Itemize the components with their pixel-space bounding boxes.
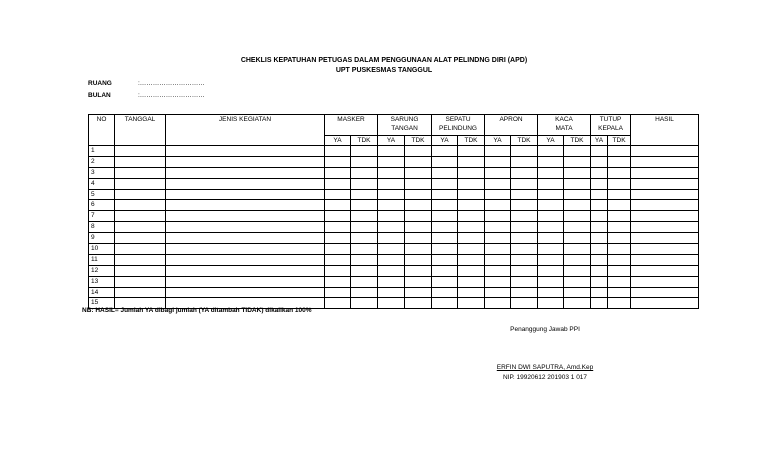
table-cell bbox=[405, 265, 432, 276]
table-cell bbox=[591, 276, 608, 287]
subheader-ya: YA bbox=[378, 136, 405, 146]
row-number: 8 bbox=[89, 222, 115, 233]
table-cell bbox=[591, 200, 608, 211]
subheader-ya: YA bbox=[325, 136, 351, 146]
subheader-ya: YA bbox=[485, 136, 511, 146]
row-number: 12 bbox=[89, 265, 115, 276]
signature-name: ERFIN DWI SAPUTRA, Amd.Kep bbox=[496, 364, 594, 371]
table-cell bbox=[591, 156, 608, 167]
table-cell bbox=[591, 244, 608, 255]
bulan-label: BULAN bbox=[88, 92, 111, 99]
table-cell bbox=[405, 244, 432, 255]
table-cell bbox=[378, 189, 405, 200]
header-sepatu-pelindung bbox=[432, 115, 485, 136]
table-cell bbox=[631, 167, 699, 178]
table-cell bbox=[485, 254, 511, 265]
header-sepatu-line2: PELINDUNG bbox=[439, 125, 477, 132]
header-hasil: HASIL bbox=[631, 115, 699, 146]
row-number: 13 bbox=[89, 276, 115, 287]
table-cell bbox=[538, 167, 564, 178]
table-cell bbox=[591, 211, 608, 222]
table-cell bbox=[564, 298, 591, 309]
table-cell bbox=[351, 254, 378, 265]
table-cell bbox=[115, 211, 166, 222]
table-cell bbox=[166, 167, 325, 178]
table-cell bbox=[458, 156, 485, 167]
table-cell bbox=[608, 200, 631, 211]
table-cell bbox=[608, 167, 631, 178]
table-row bbox=[89, 178, 699, 189]
table-cell bbox=[608, 265, 631, 276]
ruang-value: :………………………… bbox=[138, 80, 205, 87]
table-cell bbox=[351, 276, 378, 287]
table-cell bbox=[325, 298, 351, 309]
table-cell bbox=[485, 178, 511, 189]
table-cell bbox=[458, 244, 485, 255]
table-cell bbox=[511, 233, 538, 244]
header-sepatu-line1: SEPATU bbox=[445, 116, 471, 123]
table-cell bbox=[564, 254, 591, 265]
table-cell bbox=[538, 222, 564, 233]
table-cell bbox=[458, 167, 485, 178]
table-cell bbox=[538, 146, 564, 157]
table-cell bbox=[115, 167, 166, 178]
table-cell bbox=[166, 287, 325, 298]
table-cell bbox=[564, 265, 591, 276]
note-text: NB: HASIL= Jumlah YA dibagi jumlah (YA ditambah TIDAK) dikalikan 100% bbox=[82, 307, 312, 314]
header-kaca-mata bbox=[538, 115, 591, 136]
table-row bbox=[89, 276, 699, 287]
table-cell bbox=[351, 200, 378, 211]
table-cell bbox=[405, 200, 432, 211]
table-cell bbox=[511, 222, 538, 233]
table-cell bbox=[458, 298, 485, 309]
table-cell bbox=[608, 156, 631, 167]
table-cell bbox=[405, 189, 432, 200]
table-cell bbox=[166, 222, 325, 233]
table-row bbox=[89, 287, 699, 298]
table-cell bbox=[351, 189, 378, 200]
table-cell bbox=[378, 233, 405, 244]
table-cell bbox=[458, 211, 485, 222]
table-cell bbox=[405, 276, 432, 287]
table-cell bbox=[378, 146, 405, 157]
table-cell bbox=[564, 211, 591, 222]
table-cell bbox=[405, 287, 432, 298]
table-cell bbox=[405, 222, 432, 233]
table-cell bbox=[166, 146, 325, 157]
table-cell bbox=[538, 156, 564, 167]
table-cell bbox=[511, 211, 538, 222]
table-cell bbox=[325, 233, 351, 244]
subheader-ya: YA bbox=[432, 136, 458, 146]
table-cell bbox=[115, 233, 166, 244]
subheader-tdk: TDK bbox=[351, 136, 378, 146]
table-cell bbox=[432, 254, 458, 265]
header-sarung-line2: TANGAN bbox=[391, 125, 418, 132]
table-cell bbox=[591, 146, 608, 157]
table-cell bbox=[511, 244, 538, 255]
header-apron bbox=[485, 115, 538, 136]
ruang-label: RUANG bbox=[88, 80, 112, 87]
table-cell bbox=[351, 167, 378, 178]
table-cell bbox=[351, 146, 378, 157]
table-cell bbox=[485, 211, 511, 222]
table-cell bbox=[351, 244, 378, 255]
table-cell bbox=[608, 244, 631, 255]
header-tutup-line2: KEPALA bbox=[598, 125, 623, 132]
table-cell bbox=[405, 167, 432, 178]
table-cell bbox=[351, 233, 378, 244]
table-cell bbox=[432, 233, 458, 244]
table-cell bbox=[432, 276, 458, 287]
table-cell bbox=[485, 222, 511, 233]
table-row bbox=[89, 211, 699, 222]
table-cell bbox=[485, 233, 511, 244]
table-cell bbox=[405, 233, 432, 244]
table-cell bbox=[485, 167, 511, 178]
table-cell bbox=[511, 189, 538, 200]
subheader-tdk: TDK bbox=[458, 136, 485, 146]
table-cell bbox=[564, 156, 591, 167]
table-cell bbox=[458, 233, 485, 244]
table-cell bbox=[591, 254, 608, 265]
table-cell bbox=[432, 287, 458, 298]
table-cell bbox=[378, 211, 405, 222]
table-cell bbox=[631, 265, 699, 276]
table-cell bbox=[631, 233, 699, 244]
table-cell bbox=[405, 146, 432, 157]
table-cell bbox=[564, 178, 591, 189]
table-cell bbox=[351, 178, 378, 189]
table-cell bbox=[564, 167, 591, 178]
table-cell bbox=[166, 211, 325, 222]
table-cell bbox=[591, 178, 608, 189]
table-body bbox=[89, 146, 699, 309]
table-cell bbox=[485, 298, 511, 309]
table-cell bbox=[458, 276, 485, 287]
table-cell bbox=[631, 298, 699, 309]
table-cell bbox=[458, 222, 485, 233]
table-cell bbox=[115, 276, 166, 287]
table-cell bbox=[378, 254, 405, 265]
bulan-value: :………………………… bbox=[138, 92, 205, 99]
header-no: NO bbox=[89, 115, 115, 146]
row-number: 3 bbox=[89, 167, 115, 178]
row-number: 7 bbox=[89, 211, 115, 222]
table-cell bbox=[325, 276, 351, 287]
table-cell bbox=[378, 156, 405, 167]
table-cell bbox=[538, 287, 564, 298]
table-cell bbox=[485, 146, 511, 157]
table-cell bbox=[432, 178, 458, 189]
table-cell bbox=[538, 276, 564, 287]
table-row bbox=[89, 189, 699, 200]
table-cell bbox=[115, 222, 166, 233]
header-sarung-line1: SARUNG bbox=[390, 116, 419, 123]
table-cell bbox=[166, 244, 325, 255]
table-cell bbox=[432, 222, 458, 233]
table-cell bbox=[538, 178, 564, 189]
table-cell bbox=[631, 287, 699, 298]
table-cell bbox=[351, 222, 378, 233]
table-cell bbox=[325, 146, 351, 157]
table-cell bbox=[325, 222, 351, 233]
table-cell bbox=[405, 254, 432, 265]
row-number: 11 bbox=[89, 254, 115, 265]
table-cell bbox=[458, 265, 485, 276]
table-cell bbox=[432, 189, 458, 200]
table-cell bbox=[591, 233, 608, 244]
row-number: 10 bbox=[89, 244, 115, 255]
table-cell bbox=[351, 211, 378, 222]
table-cell bbox=[325, 156, 351, 167]
signature-nip: NIP. 19920612 201903 1 017 bbox=[502, 374, 588, 381]
table-cell bbox=[608, 222, 631, 233]
table-cell bbox=[115, 156, 166, 167]
table-cell bbox=[458, 200, 485, 211]
table-cell bbox=[405, 156, 432, 167]
table-cell bbox=[458, 178, 485, 189]
table-cell bbox=[115, 265, 166, 276]
row-number: 6 bbox=[89, 200, 115, 211]
header-masker bbox=[325, 115, 378, 136]
table-cell bbox=[511, 254, 538, 265]
table-cell bbox=[608, 211, 631, 222]
table-cell bbox=[432, 200, 458, 211]
table-cell bbox=[458, 287, 485, 298]
table-cell bbox=[511, 167, 538, 178]
table-cell bbox=[115, 254, 166, 265]
table-cell bbox=[485, 287, 511, 298]
table-cell bbox=[511, 276, 538, 287]
table-row bbox=[89, 244, 699, 255]
table-cell bbox=[631, 189, 699, 200]
table-cell bbox=[115, 178, 166, 189]
table-cell bbox=[166, 178, 325, 189]
header-sarung-tangan bbox=[378, 115, 432, 136]
table-cell bbox=[631, 156, 699, 167]
table-cell bbox=[511, 287, 538, 298]
row-number: 14 bbox=[89, 287, 115, 298]
table-cell bbox=[432, 167, 458, 178]
table-cell bbox=[325, 167, 351, 178]
table-cell bbox=[166, 254, 325, 265]
subheader-ya: YA bbox=[591, 136, 608, 146]
table-row bbox=[89, 167, 699, 178]
table-cell bbox=[378, 244, 405, 255]
table-cell bbox=[166, 200, 325, 211]
checklist-table bbox=[88, 114, 699, 309]
header-masker-line1: MASKER bbox=[337, 116, 365, 123]
header-jenis-kegiatan: JENIS KEGIATAN bbox=[166, 115, 325, 146]
table-cell bbox=[564, 200, 591, 211]
subheader-tdk: TDK bbox=[405, 136, 432, 146]
table-cell bbox=[378, 287, 405, 298]
table-cell bbox=[115, 244, 166, 255]
table-cell bbox=[631, 178, 699, 189]
table-cell bbox=[325, 178, 351, 189]
table-row bbox=[89, 200, 699, 211]
table-cell bbox=[485, 156, 511, 167]
table-cell bbox=[458, 146, 485, 157]
table-cell bbox=[378, 167, 405, 178]
table-cell bbox=[166, 156, 325, 167]
table-cell bbox=[608, 146, 631, 157]
table-row bbox=[89, 233, 699, 244]
table-cell bbox=[591, 167, 608, 178]
table-cell bbox=[405, 178, 432, 189]
row-number: 9 bbox=[89, 233, 115, 244]
table-cell bbox=[591, 298, 608, 309]
table-cell bbox=[631, 222, 699, 233]
table-cell bbox=[432, 211, 458, 222]
signature-role: Penanggung Jawab PPI bbox=[510, 326, 580, 333]
table-cell bbox=[538, 189, 564, 200]
table-cell bbox=[564, 244, 591, 255]
table-cell bbox=[115, 287, 166, 298]
table-cell bbox=[538, 254, 564, 265]
table-cell bbox=[485, 244, 511, 255]
table-row bbox=[89, 222, 699, 233]
table-cell bbox=[631, 146, 699, 157]
table-cell bbox=[115, 200, 166, 211]
row-number: 2 bbox=[89, 156, 115, 167]
table-cell bbox=[538, 211, 564, 222]
table-cell bbox=[591, 287, 608, 298]
table-cell bbox=[432, 146, 458, 157]
table-cell bbox=[351, 298, 378, 309]
table-cell bbox=[511, 156, 538, 167]
table-cell bbox=[564, 222, 591, 233]
table-cell bbox=[325, 211, 351, 222]
table-cell bbox=[166, 276, 325, 287]
table-cell bbox=[485, 189, 511, 200]
table-cell bbox=[564, 189, 591, 200]
table-cell bbox=[325, 200, 351, 211]
header-kaca-line1: KACA bbox=[555, 116, 573, 123]
table-cell bbox=[115, 189, 166, 200]
table-cell bbox=[591, 222, 608, 233]
table-cell bbox=[458, 189, 485, 200]
subheader-tdk: TDK bbox=[511, 136, 538, 146]
table-row bbox=[89, 254, 699, 265]
table-cell bbox=[591, 265, 608, 276]
subheader-tdk: TDK bbox=[608, 136, 631, 146]
table-cell bbox=[564, 146, 591, 157]
table-cell bbox=[631, 211, 699, 222]
table-cell bbox=[485, 265, 511, 276]
document-title: CHEKLIS KEPATUHAN PETUGAS DALAM PENGGUNAAN ALAT PELINDNG DIRI (APD) bbox=[240, 57, 528, 64]
table-cell bbox=[538, 244, 564, 255]
table-cell bbox=[325, 189, 351, 200]
table-cell bbox=[631, 276, 699, 287]
table-cell bbox=[485, 276, 511, 287]
table-cell bbox=[538, 200, 564, 211]
table-cell bbox=[608, 233, 631, 244]
table-cell bbox=[405, 298, 432, 309]
table-cell bbox=[511, 265, 538, 276]
header-apron-line1: APRON bbox=[499, 116, 523, 123]
subheader-tdk: TDK bbox=[564, 136, 591, 146]
header-tanggal: TANGGAL bbox=[115, 115, 166, 146]
table-cell bbox=[564, 276, 591, 287]
table-cell bbox=[608, 189, 631, 200]
table-cell bbox=[511, 146, 538, 157]
row-number: 15 bbox=[89, 298, 115, 309]
table-cell bbox=[564, 233, 591, 244]
table-cell bbox=[378, 298, 405, 309]
header-tutup-kepala bbox=[591, 115, 631, 136]
table-cell bbox=[166, 265, 325, 276]
table-cell bbox=[608, 287, 631, 298]
table-cell bbox=[631, 200, 699, 211]
table-cell bbox=[351, 287, 378, 298]
table-cell bbox=[608, 178, 631, 189]
ruang-field bbox=[88, 80, 205, 87]
table-cell bbox=[591, 189, 608, 200]
table-cell bbox=[378, 200, 405, 211]
table-cell bbox=[511, 200, 538, 211]
table-row bbox=[89, 156, 699, 167]
table-cell bbox=[511, 178, 538, 189]
table-cell bbox=[432, 244, 458, 255]
subheader-ya: YA bbox=[538, 136, 564, 146]
table-cell bbox=[538, 265, 564, 276]
table-cell bbox=[432, 298, 458, 309]
table-cell bbox=[485, 200, 511, 211]
bulan-field bbox=[88, 92, 205, 99]
table-cell bbox=[608, 276, 631, 287]
document-subtitle: UPT PUSKESMAS TANGGUL bbox=[335, 67, 433, 74]
row-number: 5 bbox=[89, 189, 115, 200]
table-cell bbox=[166, 189, 325, 200]
row-number: 1 bbox=[89, 146, 115, 157]
table-cell bbox=[564, 287, 591, 298]
table-cell bbox=[432, 265, 458, 276]
table-cell bbox=[351, 156, 378, 167]
header-tutup-line1: TUTUP bbox=[599, 116, 622, 123]
table-cell bbox=[538, 233, 564, 244]
header-kaca-line2: MATA bbox=[555, 125, 573, 132]
table-cell bbox=[325, 244, 351, 255]
table-cell bbox=[325, 265, 351, 276]
table-cell bbox=[458, 254, 485, 265]
table-row bbox=[89, 146, 699, 157]
table-cell bbox=[378, 276, 405, 287]
table-cell bbox=[511, 298, 538, 309]
table-cell bbox=[351, 265, 378, 276]
row-number: 4 bbox=[89, 178, 115, 189]
table-row bbox=[89, 265, 699, 276]
table-cell bbox=[115, 146, 166, 157]
table-cell bbox=[378, 222, 405, 233]
table-cell bbox=[631, 254, 699, 265]
table-cell bbox=[378, 265, 405, 276]
table-cell bbox=[166, 233, 325, 244]
table-cell bbox=[325, 287, 351, 298]
table-cell bbox=[608, 298, 631, 309]
table-cell bbox=[325, 254, 351, 265]
table-cell bbox=[378, 178, 405, 189]
table-cell bbox=[405, 211, 432, 222]
table-cell bbox=[631, 244, 699, 255]
table-cell bbox=[608, 254, 631, 265]
table-cell bbox=[432, 156, 458, 167]
table-cell bbox=[538, 298, 564, 309]
